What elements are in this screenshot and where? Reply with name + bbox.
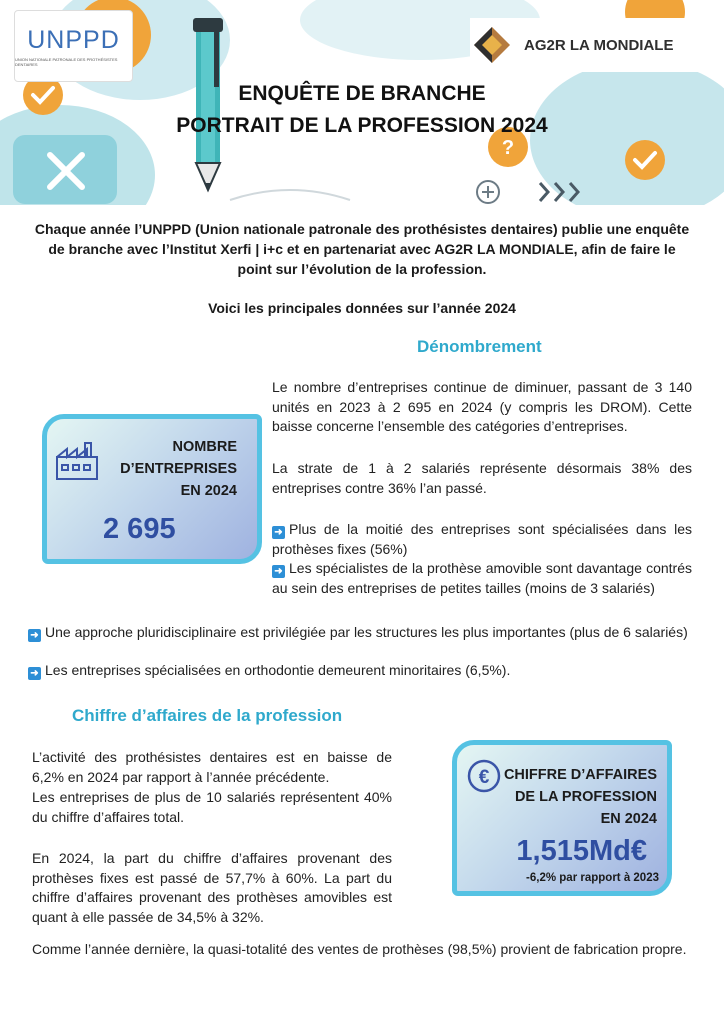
bullet-4-text: Les entreprises spécialisées en orthodontie demeurent minoritaires (6,5%). [45, 662, 511, 678]
kpi-entreprises-label-1: NOMBRE [172, 439, 237, 455]
denombrement-bullet-1 [272, 520, 692, 559]
kpi-entreprises-value: 2 695 [103, 513, 176, 545]
ca-paragraph-2: Les entreprises de plus de 10 salariés représentent 40% du chiffre d’affaires total. [32, 789, 392, 825]
arrow-right-icon: ➜ [272, 526, 285, 539]
bullet-1-text: Plus de la moitié des entreprises sont spécialisées dans les prothèses fixes (56%) [272, 521, 692, 557]
denombrement-bullet-2 [272, 559, 692, 598]
ca-paragraph-3: En 2024, la part du chiffre d’affaires provenant des prothèses fixes est passé de 57,7% à 60%. La part du chiffre d’affaires provenant des prothèses amovibles est quant à elle passée de 34,5% à 32%. [32, 850, 392, 925]
intro-subtitle: Voici les principales données sur l’année 2024 [208, 300, 516, 316]
kpi-ca-label-1: CHIFFRE D’AFFAIRES [503, 767, 657, 783]
factory-icon [55, 441, 99, 481]
svg-text:?: ? [501, 137, 515, 159]
kpi-ca-label-3: EN 2024 [600, 811, 657, 827]
arrow-right-icon: ➜ [28, 629, 41, 642]
kpi-entreprises-label-2: D’ENTREPRISES [120, 461, 237, 477]
ca-paragraph-1: L’activité des prothésistes dentaires est en baisse de 6,2% en 2024 par rapport à l’année précédente. [32, 749, 392, 785]
kpi-ca-label-2: DE LA PROFESSION [514, 789, 657, 805]
denombrement-paragraph-2: La strate de 1 à 2 salariés représente désormais 38% des entreprises contre 36% l’an passé. [272, 460, 692, 496]
section-title-chiffre-affaires: Chiffre d’affaires de la profession [72, 706, 343, 725]
ag2r-logo [470, 18, 700, 72]
svg-text:€: € [478, 767, 490, 788]
kpi-entreprises-label-3: EN 2024 [180, 483, 237, 499]
arrow-right-icon: ➜ [272, 565, 285, 578]
unppd-logo-text: UNPPD [27, 25, 120, 54]
ag2r-logo-icon [470, 23, 514, 67]
page-title-line2: PORTRAIT DE LA PROFESSION 2024 [176, 114, 548, 137]
denombrement-paragraph-1: Le nombre d’entreprises continue de diminuer, passant de 3 140 unités en 2023 à 2 695 en 2024 (y compris les DROM). Cette baisse concerne l’ensemble des catégories d’entreprises. [272, 379, 692, 434]
kpi-ca-note: -6,2% par rapport à 2023 [526, 872, 659, 884]
bullet-2-text: Les spécialistes de la prothèse amovible sont davantage contrés au sein des entreprises de petites tailles (moins de 3 salariés) [272, 560, 692, 596]
kpi-ca-value: 1,515Md€ [516, 835, 647, 867]
denombrement-bullet-3 [28, 623, 696, 643]
unppd-logo-subtitle: UNION NATIONALE PATRONALE DES PROTHÉSISTES DENTAIRES [15, 56, 118, 67]
bullet-3-text: Une approche pluridisciplinaire est privilégiée par les structures les plus importantes (plus de 6 salariés) [45, 624, 688, 640]
section-title-denombrement: Dénombrement [417, 337, 542, 356]
denombrement-bullet-4 [28, 661, 696, 681]
ag2r-logo-text: AG2R LA MONDIALE [524, 36, 674, 54]
arrow-right-icon: ➜ [28, 667, 41, 680]
euro-icon [467, 759, 501, 793]
kpi-card-entreprises [42, 414, 262, 564]
intro-text: Chaque année l’UNPPD (Union nationale patronale des prothésistes dentaires) publie une enquête de branche avec l’Institut Xerfi | i+c et en partenariat avec AG2R LA MONDIALE, afin de faire le point sur l’évolution de la profession. [34, 221, 690, 277]
kpi-card-chiffre-affaires [452, 740, 672, 896]
page-title-line1: ENQUÊTE DE BRANCHE [238, 82, 486, 105]
unppd-logo [14, 10, 133, 82]
ca-paragraph-4: Comme l’année dernière, la quasi-totalité des ventes de prothèses (98,5%) provient de fabrication propre. [32, 941, 687, 957]
